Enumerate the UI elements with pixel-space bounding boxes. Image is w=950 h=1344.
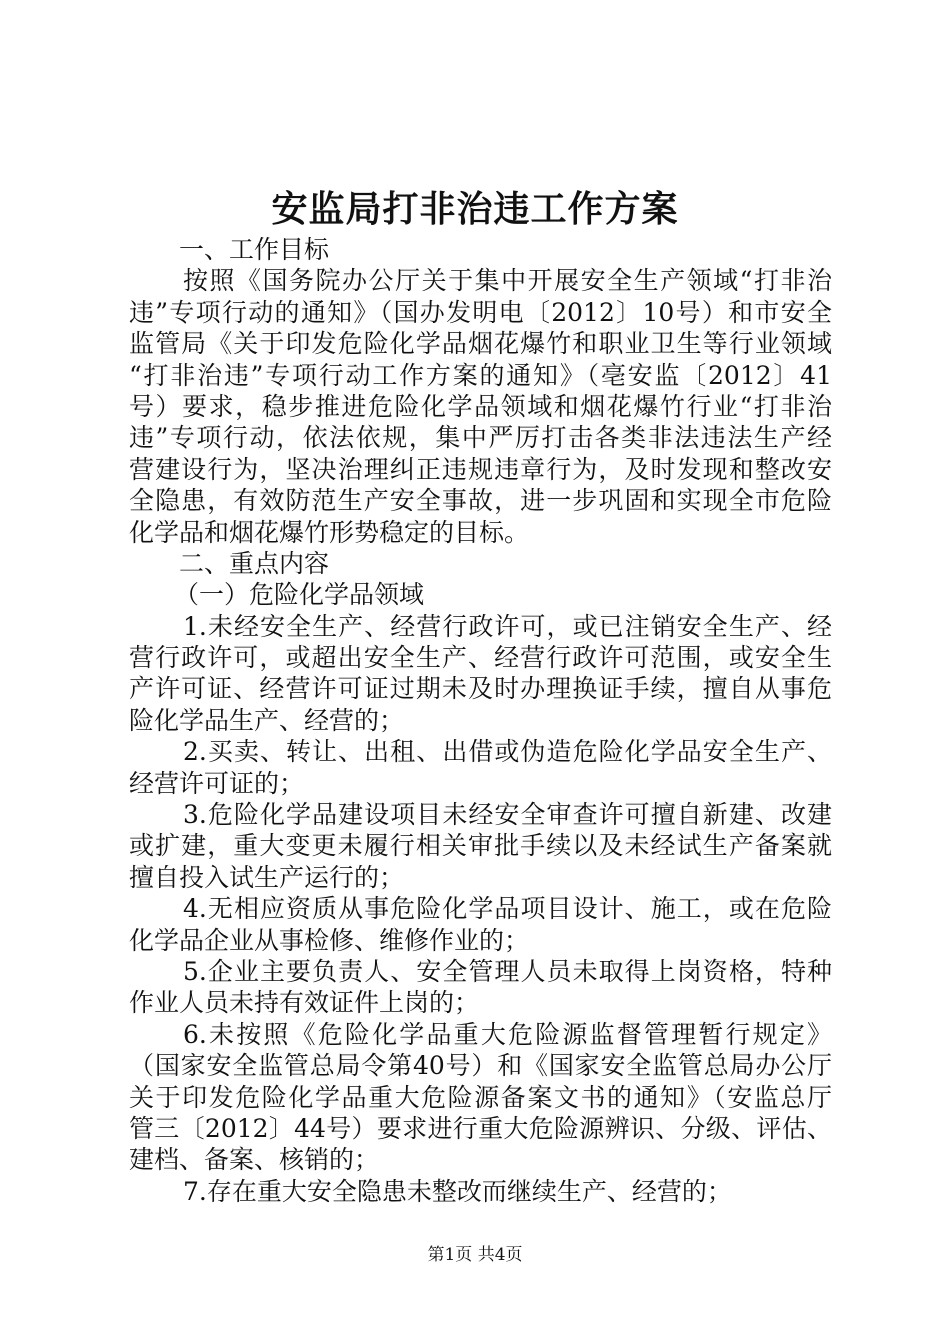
subsection-heading: （一）危险化学品领域 [174,580,425,610]
document-body [129,234,832,1207]
list-item-line: 建档、备案、核销的； [129,1145,380,1175]
page-footer: 第1页 共4页 [427,1245,523,1265]
list-item-line: 经营许可证的； [129,768,305,798]
paragraph-line: 按照《国务院办公厅关于集中开展安全生产领域“打非治 [183,266,832,296]
list-item-line: 擅自投入试生产运行的； [129,862,405,892]
list-item-line: 化学品企业从事检修、维修作业的； [129,925,530,955]
list-item-line: 关于印发危险化学品重大危险源备案文书的通知》（安监总厅 [129,1082,832,1112]
section-heading: 二、重点内容 [179,548,330,578]
list-item-line: 2.买卖、转让、出租、出借或伪造危险化学品安全生产、 [183,737,832,767]
paragraph-line: 号）要求，稳步推进危险化学品领域和烟花爆竹行业“打非治 [129,391,832,421]
list-item-line: 7.存在重大安全隐患未整改而继续生产、经营的； [183,1176,732,1206]
paragraph-line: 全隐患，有效防范生产安全事故，进一步巩固和实现全市危险 [129,486,832,516]
paragraph-line: 监管局《关于印发危险化学品烟花爆竹和职业卫生等行业领域 [129,329,832,359]
list-item-line: 产许可证、经营许可证过期未及时办理换证手续，擅自从事危 [129,674,832,704]
paragraph-line: 化学品和烟花爆竹形势稳定的目标。 [129,517,530,547]
list-item-line: （国家安全监管总局令第40号）和《国家安全监管总局办公厅 [129,1051,832,1081]
list-item-line: 或扩建，重大变更未履行相关审批手续以及未经试生产备案就 [129,831,832,861]
list-item-line: 营行政许可，或超出安全生产、经营行政许可范围，或安全生 [129,643,832,673]
list-item-line: 3.危险化学品建设项目未经安全审查许可擅自新建、改建 [183,800,832,830]
paragraph-line: 违”专项行动的通知》（国办发明电〔2012〕10号）和市安全 [129,297,832,327]
list-item-line: 5.企业主要负责人、安全管理人员未取得上岗资格，特种 [183,956,832,986]
list-item-line: 6.未按照《危险化学品重大危险源监督管理暂行规定》 [183,1019,832,1049]
paragraph-line: 营建设行为，坚决治理纠正违规违章行为，及时发现和整改安 [129,454,832,484]
list-item-line: 险化学品生产、经营的； [129,705,405,735]
list-item-line: 作业人员未持有效证件上岗的； [129,988,480,1018]
paragraph-line: 违”专项行动，依法依规，集中严厉打击各类非法违法生产经 [129,423,832,453]
list-item-line: 4.无相应资质从事危险化学品项目设计、施工，或在危险 [183,894,832,924]
section-heading: 一、工作目标 [179,235,330,264]
list-item-line: 管三〔2012〕44号）要求进行重大危险源辨识、分级、评估、 [129,1113,832,1143]
document-title: 安监局打非治违工作方案 [271,188,679,230]
paragraph-line: “打非治违”专项行动工作方案的通知》（亳安监〔2012〕41 [129,360,832,390]
list-item-line: 1.未经安全生产、经营行政许可，或已注销安全生产、经 [183,611,832,641]
